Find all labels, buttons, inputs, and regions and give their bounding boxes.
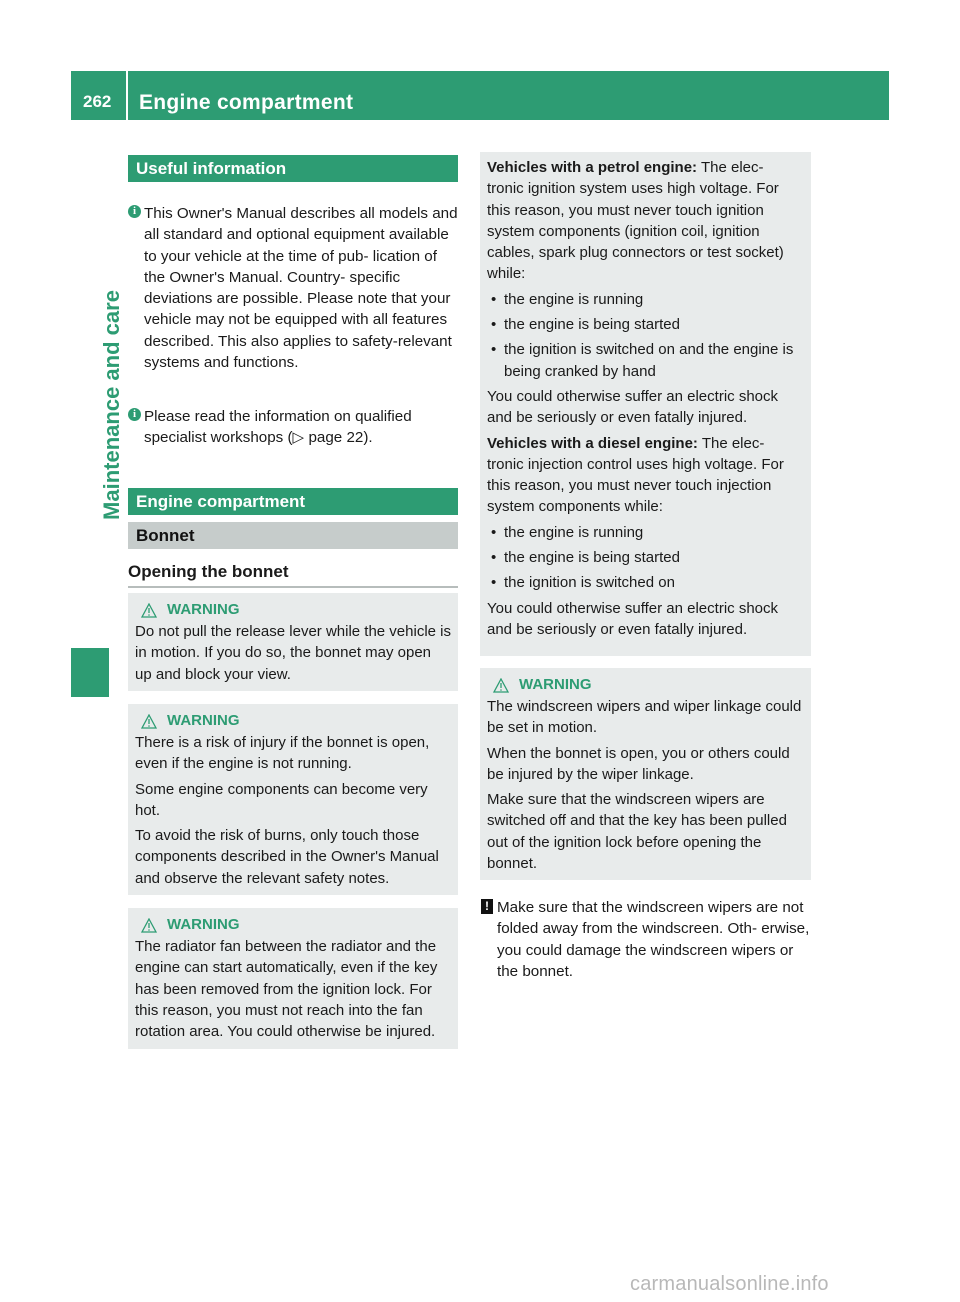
caution-note [481, 897, 813, 982]
warning-box-3 [128, 908, 458, 1049]
warning-header [141, 599, 451, 621]
warning-label: WARNING [167, 916, 240, 934]
warning-triangle-icon [141, 714, 157, 729]
warning-box-4 [480, 668, 811, 880]
warning-triangle-icon [493, 678, 509, 693]
chapter-tab-label: Maintenance and care [99, 290, 124, 520]
list-item: • the ignition is switched on and the engine is being cranked by hand [487, 339, 804, 382]
list-item: • the engine is being started [487, 314, 804, 335]
diesel-text: The elec- tronic injection control uses high voltage. For this reason, you must never touch injection system components while: [487, 434, 784, 516]
warning-text: The radiator fan between the radiator and the engine can start automatically, even if the key has been removed from the ignition lock. For this reason, you must not reach into the fan rotation area. You could otherwise be injured. [135, 938, 438, 1041]
warning-text: To avoid the risk of burns, only touch those components described in the Owner's Manual and observe the relevant safety notes. [135, 827, 439, 887]
caution-exclamation-icon: ! [481, 899, 493, 914]
warning-label: WARNING [167, 712, 240, 730]
header-divider [126, 71, 128, 120]
warning-text: Do not pull the release lever while the vehicle is in motion. If you do so, the bonnet may open up and block your view. [135, 623, 452, 683]
diesel-consequence: You could otherwise suffer an electric shock and be seriously or even fatally injured. [487, 599, 778, 638]
opening-bonnet-heading: Opening the bonnet [128, 562, 458, 588]
diesel-conditions-list [487, 522, 804, 594]
warning-triangle-icon [141, 603, 157, 618]
high-voltage-box [480, 152, 811, 656]
warning-text: There is a risk of injury if the bonnet is open, even if the engine is not running. [135, 734, 430, 773]
list-item: • the engine is running [487, 522, 804, 543]
diesel-lead: Vehicles with a diesel engine: [487, 434, 698, 452]
list-item: • the engine is running [487, 289, 804, 310]
warning-text: The windscreen wipers and wiper linkage could be set in motion. [487, 698, 802, 737]
petrol-conditions-list [487, 289, 804, 382]
engine-compartment-heading: Engine compartment [128, 488, 458, 515]
warning-text: Some engine components can become very hot. [135, 780, 428, 819]
useful-info-heading: Useful information [128, 155, 458, 182]
warning-header [141, 710, 451, 732]
warning-box-2 [128, 704, 458, 895]
warning-triangle-icon [141, 918, 157, 933]
warning-header [141, 914, 451, 936]
info-icon: i [128, 408, 141, 421]
warning-box-1 [128, 593, 458, 691]
warning-label: WARNING [519, 676, 592, 694]
info-note-1-text: This Owner's Manual describes all models and all standard and optional equipment available to your vehicle at the time of pub- lication of the Owner's Manual. Country- specific deviations are possible. Please note that your vehicle may not be equipped with all features described. This also applies to safety-relevant systems and functions. [144, 205, 458, 372]
info-icon: i [128, 205, 141, 218]
petrol-text: The elec- tronic ignition system uses high voltage. For this reason, you must never touch ignition system components (ignition coil, ignition cables, spark plug connectors or test socket) while: [487, 159, 784, 283]
bonnet-heading: Bonnet [128, 522, 458, 549]
caution-text: Make sure that the windscreen wipers are not folded away from the windscreen. Oth- erwise, you could damage the windscreen wipers or the bonnet. [497, 899, 810, 980]
petrol-consequence: You could otherwise suffer an electric shock and be seriously or even fatally injured. [487, 387, 778, 427]
warning-text: Make sure that the windscreen wipers are switched off and that the key has been pulled out of the ignition lock before opening the bonnet. [487, 791, 787, 873]
list-item: • the ignition is switched on [487, 572, 804, 593]
petrol-paragraph [487, 157, 804, 285]
warning-label: WARNING [167, 601, 240, 619]
chapter-tab-marker [71, 648, 109, 697]
page-title: Engine compartment [139, 91, 354, 114]
petrol-lead: Vehicles with a petrol engine: [487, 159, 698, 176]
info-note-1 [128, 203, 460, 373]
list-item: • the engine is being started [487, 547, 804, 568]
watermark: carmanualsonline.info [630, 1273, 829, 1295]
page-number: 262 [83, 92, 112, 111]
diesel-paragraph [487, 433, 804, 518]
warning-text: When the bonnet is open, you or others could be injured by the wiper linkage. [487, 744, 790, 783]
info-note-2-text: Please read the information on qualified specialist workshops (▷ page 22). [144, 408, 412, 447]
warning-header [493, 674, 804, 696]
info-note-2 [128, 406, 460, 449]
